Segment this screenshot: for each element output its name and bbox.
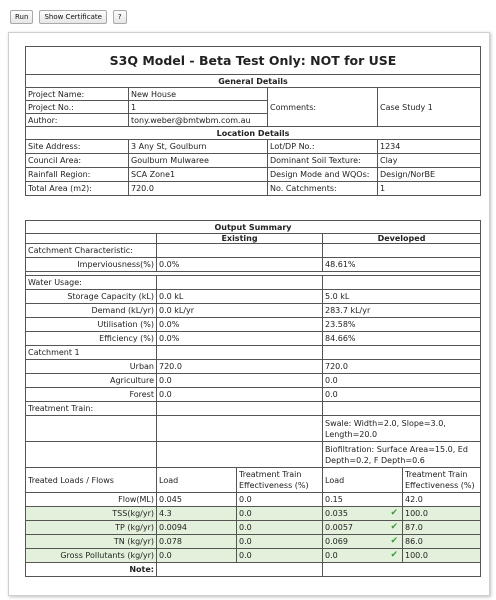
- table-row: [26, 535, 481, 549]
- treatment-train-label: Treatment Train:: [26, 402, 157, 416]
- project-no-label: Project No.:: [26, 101, 129, 114]
- demand-label: Demand (kL/yr): [26, 304, 157, 318]
- forest-developed: 0.0: [323, 388, 481, 402]
- gp-existing-load: 0.0: [157, 549, 237, 563]
- output-summary-sheet: [25, 220, 480, 577]
- council-value: Goulburn Mulwaree: [129, 154, 268, 168]
- tn-developed-load: 0.069 ✔: [323, 535, 403, 549]
- gross-pollutants-label: Gross Pollutants (kg/yr): [26, 549, 157, 563]
- storage-capacity-existing: 0.0 kL: [157, 290, 323, 304]
- tp-existing-load: 0.0094: [157, 521, 237, 535]
- biofiltration-description: Biofiltration: Surface Area=15.0, Ed Depth=0.2, F Depth=0.6: [323, 442, 481, 468]
- general-details-heading: General Details: [26, 75, 481, 88]
- urban-developed: 720.0: [323, 360, 481, 374]
- existing-header: Existing: [157, 234, 323, 244]
- forest-existing: 0.0: [157, 388, 323, 402]
- check-icon: ✔: [390, 508, 398, 518]
- existing-effectiveness-header: Treatment Train Effectiveness (%): [237, 468, 323, 493]
- agriculture-existing: 0.0: [157, 374, 323, 388]
- tss-existing-load: 4.3: [157, 507, 237, 521]
- council-label: Council Area:: [26, 154, 129, 168]
- show-certificate-button[interactable]: Show Certificate: [39, 10, 106, 24]
- tp-label: TP (kg/yr): [26, 521, 157, 535]
- tss-label: TSS(kg/yr): [26, 507, 157, 521]
- agriculture-label: Agriculture: [26, 374, 157, 388]
- rainfall-label: Rainfall Region:: [26, 168, 129, 182]
- output-summary-table: [25, 220, 481, 577]
- tss-developed-load: 0.035 ✔: [323, 507, 403, 521]
- flow-existing-load: 0.045: [157, 493, 237, 507]
- run-button[interactable]: Run: [10, 10, 33, 24]
- toolbar: [10, 10, 127, 24]
- design-mode-value: Design/NorBE: [378, 168, 481, 182]
- imperviousness-developed: 48.61%: [323, 258, 481, 272]
- efficiency-existing: 0.0%: [157, 332, 323, 346]
- storage-capacity-label: Storage Capacity (kL): [26, 290, 157, 304]
- tn-existing-effectiveness: 0.0: [237, 535, 323, 549]
- author-value: tony.weber@bmtwbm.com.au: [129, 114, 268, 127]
- urban-label: Urban: [26, 360, 157, 374]
- gp-developed-load: 0.0 ✔: [323, 549, 403, 563]
- storage-capacity-developed: 5.0 kL: [323, 290, 481, 304]
- soil-value: Clay: [378, 154, 481, 168]
- developed-header: Developed: [323, 234, 481, 244]
- demand-developed: 283.7 kL/yr: [323, 304, 481, 318]
- rainfall-value: SCA Zone1: [129, 168, 268, 182]
- forest-label: Forest: [26, 388, 157, 402]
- catchment-1-label: Catchment 1: [26, 346, 157, 360]
- comments-value: Case Study 1: [378, 88, 481, 127]
- catchments-label: No. Catchments:: [268, 182, 378, 196]
- note-label: Note:: [26, 563, 157, 577]
- location-details-heading: Location Details: [26, 127, 481, 140]
- project-no-value: 1: [129, 101, 268, 114]
- water-usage-label: Water Usage:: [26, 276, 157, 290]
- total-area-value: 720.0: [129, 182, 268, 196]
- agriculture-developed: 0.0: [323, 374, 481, 388]
- tss-existing-effectiveness: 0.0: [237, 507, 323, 521]
- check-icon: ✔: [390, 522, 398, 532]
- imperviousness-label: Imperviousness(%): [26, 258, 157, 272]
- efficiency-developed: 84.66%: [323, 332, 481, 346]
- lot-value: 1234: [378, 140, 481, 154]
- developed-load-header: Load: [323, 468, 403, 493]
- check-icon: ✔: [390, 550, 398, 560]
- tn-existing-load: 0.078: [157, 535, 237, 549]
- flow-label: Flow(ML): [26, 493, 157, 507]
- tp-developed-effectiveness: 87.0: [403, 521, 481, 535]
- tn-developed-effectiveness: 86.0: [403, 535, 481, 549]
- flow-existing-effectiveness: 0.0: [237, 493, 323, 507]
- project-name-label: Project Name:: [26, 88, 129, 101]
- design-mode-label: Design Mode and WQOs:: [268, 168, 378, 182]
- blank-header: [26, 234, 157, 244]
- details-table: [25, 46, 481, 196]
- site-address-label: Site Address:: [26, 140, 129, 154]
- catchment-characteristic-label: Catchment Characteristic:: [26, 244, 157, 258]
- utilisation-label: Utilisation (%): [26, 318, 157, 332]
- table-row: [26, 521, 481, 535]
- flow-developed-load: 0.15: [323, 493, 403, 507]
- urban-existing: 720.0: [157, 360, 323, 374]
- comments-label: Comments:: [268, 88, 378, 127]
- existing-load-header: Load: [157, 468, 237, 493]
- demand-existing: 0.0 kL/yr: [157, 304, 323, 318]
- project-name-value: New House: [129, 88, 268, 101]
- gp-developed-effectiveness: 100.0: [403, 549, 481, 563]
- developed-effectiveness-header: Treatment Train Effectiveness (%): [403, 468, 481, 493]
- table-row: [26, 507, 481, 521]
- site-address-value: 3 Any St, Goulburn: [129, 140, 268, 154]
- table-row: [26, 493, 481, 507]
- tp-developed-load: 0.0057 ✔: [323, 521, 403, 535]
- imperviousness-existing: 0.0%: [157, 258, 323, 272]
- flow-developed-effectiveness: 42.0: [403, 493, 481, 507]
- author-label: Author:: [26, 114, 129, 127]
- efficiency-label: Efficiency (%): [26, 332, 157, 346]
- output-summary-heading: Output Summary: [26, 221, 481, 234]
- tss-developed-effectiveness: 100.0: [403, 507, 481, 521]
- catchments-value: 1: [378, 182, 481, 196]
- swale-description: Swale: Width=2.0, Slope=3.0, Length=20.0: [323, 416, 481, 442]
- utilisation-existing: 0.0%: [157, 318, 323, 332]
- treated-loads-label: Treated Loads / Flows: [26, 468, 157, 493]
- tp-existing-effectiveness: 0.0: [237, 521, 323, 535]
- soil-label: Dominant Soil Texture:: [268, 154, 378, 168]
- table-row: [26, 549, 481, 563]
- gp-existing-effectiveness: 0.0: [237, 549, 323, 563]
- report-panel: [8, 32, 490, 596]
- page-title: S3Q Model - Beta Test Only: NOT for USE: [26, 47, 481, 75]
- total-area-label: Total Area (m2):: [26, 182, 129, 196]
- check-icon: ✔: [390, 536, 398, 546]
- help-button[interactable]: ?: [113, 10, 127, 24]
- lot-label: Lot/DP No.:: [268, 140, 378, 154]
- utilisation-developed: 23.58%: [323, 318, 481, 332]
- tn-label: TN (kg/yr): [26, 535, 157, 549]
- details-sheet: [25, 46, 480, 196]
